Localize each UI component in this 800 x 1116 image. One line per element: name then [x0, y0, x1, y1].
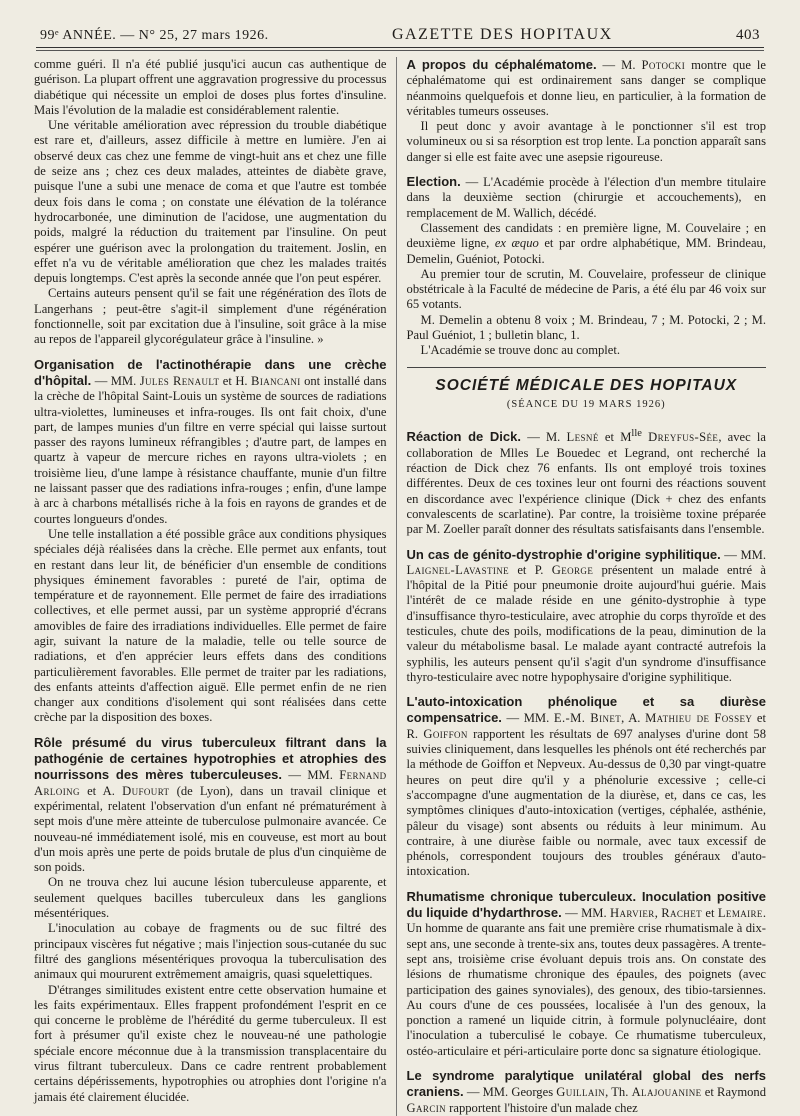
section-divider: [407, 367, 766, 368]
author-name: Rachet: [661, 906, 703, 921]
paragraph: L'inoculation au cobaye de fragments ou de suc filtré des principaux viscères fut négative ; mais l'injection sous-cutanée du suc filtré des ganglions mésentériques provoqua la tuberculisation des animaux qui moururent extrêmement amaigris, quasi squelettiques.: [34, 921, 387, 982]
paragraph: M. Demelin a obtenu 8 voix ; M. Brindeau, 7 ; M. Potocki, 2 ; M. Paul Guéniot, 1 ; bulletin blanc, 1.: [406, 312, 766, 343]
article-heading: Election.: [406, 174, 461, 190]
paragraph: Au premier tour de scrutin, M. Couvelaire, professeur de clinique obstétricale à la Faculté de médecine de Paris, a été élu par 46 voix sur 65 votants.: [406, 266, 766, 312]
article-heading: L'auto-intoxication phénolique et sa diurèse compensatrice.: [406, 694, 766, 726]
paragraph: On ne trouva chez lui aucune lésion tuberculeuse apparente, et seulement quelques bacilles tuberculeux dans les ganglions mésentériques.: [34, 875, 387, 921]
author-name: Alajouanine: [631, 1085, 702, 1100]
article-dick: Réaction de Dick. — M. Lesné et $M^{lle}$ Dreyfus-Sée, avec la collaboration de Mlles Le Bouedec et Legrand, ont recherché la réaction de Dick chez 76 enfants. Ils ont employé trois toxines différentes. Deux de ces toxines leur ont fourni des réactions souvent en discordance avec l'expérience clinique (Dick + chez des enfants convalescents de scarlatine). Par contre, la troisième toxine préparée par M. Zoeller paraît donner des résultats satisfaisants dans l'ensemble.: [406, 428, 766, 537]
issue-line: 99ᵉ ANNÉE. — N° 25, 27 mars 1926.: [40, 28, 269, 43]
paragraph: Certains auteurs pensent qu'il se fait une régénération des îlots de Langerhans ; peut-être s'agit-il simplement d'une régénération fonctionnelle, soit par excitation due à l'insuline, soit grâce à la mise au repos de l'appareil glycorégulateur grâce à l'insuline. »: [34, 286, 387, 347]
paragraph: Classement des candidats : en première ligne, M. Couvelaire ; en deuxième ligne, ex æquo et par ordre alphabétique, MM. Brindeau, Demelin, Guéniot, Potocki.: [406, 220, 766, 266]
paragraph: comme guéri. Il n'a été publié jusqu'ici aucun cas authentique de guérison. La plupart offrent une aggravation progressive du processus diabétique qui nécessite un emploi de doses plus fortes d'insuline. Mais l'évolution de la maladie est considérablement ralentie.: [34, 57, 387, 117]
columns: [34, 57, 766, 1116]
article-heading: A propos du céphalématome.: [406, 57, 597, 72]
article-election: Election. — L'Académie procède à l'élection d'un membre titulaire dans la deuxième section (chirurgie et accouchements), en remplacement de M. Wallich, décédé.: [406, 174, 766, 220]
author-name: Lemaire: [717, 906, 763, 921]
author-name: Garcin: [406, 1100, 447, 1115]
page-header: [34, 26, 766, 47]
paragraph: Une telle installation a été possible grâce aux conditions physiques spéciales déjà réalisées dans la crèche. Elle permet aux enfants, tout en restant dans leur lit, de bénéficier d'un ensemble de conditions physiques éminement favorables : pureté de l'air, optima de température et de rayonnement. Elle permet de faire des irradiations collectives, et elle permet aussi, par un système approprié d'écrans amovibles de faire des irradiations individuelles. Elle permet de faire agir, suivant la nature de la maladie, telle ou telle source de radiations, et d'en apprécier leurs effets dans des conditions particulièrement favorables. Elle permet de traiter par les radiations, des enfants atteints d'affection aiguë. Elle permet enfin de ne rien changer aux conditions d'isolement qui sont réalisées dans cette crèche par la disposition des boxes.: [34, 526, 387, 725]
author-name: Potocki: [641, 58, 686, 72]
author-name: Dufourt: [122, 783, 170, 798]
right-column: [396, 57, 766, 1116]
article-actinotherapie: Organisation de l'actinothérapie dans une crèche d'hôpital. — MM. Jules Renault et H. Biancani ont installé dans la crèche de l'hôpital Saint-Louis un système de sources de radiations ultra-violettes, lumineuses et infra-rouges. Ils ont fait choix, d'une part, de lampes munies d'un filtre en verre spécial qui laisse surtout passer des rayons lumineux réfrangibles ; d'autre part, de lampes en quartz à vapeur de mercure riches en rayons ultra-violets ; en troisième lieu, d'une lampe à résistance chauffante, munie d'un filtre ne laissant passer que des radiations infra-rouges ; enfin, d'une lampe à arc à charbons métallisés riche à la fois en rayons de grandes et de courtes longueurs d'ondes.: [34, 356, 387, 526]
article-heading: Rôle présumé du virus tuberculeux filtrant dans la pathogénie de certaines hypotrophies et atrophies des nourrissons des mères tuberculeuses.: [34, 734, 387, 783]
paragraph: L'Académie se trouve donc au complet.: [420, 343, 621, 358]
paragraph: D'étranges similitudes existent entre cette observation humaine et les faits expérimentaux. Elles frappent profondément l'esprit en ce qui concerne le problème de l'hérédité du germe tuberculeux. Il est fort à présumer qu'il existe chez le nouveau-né une pathologie spéciale encore méconnue due à la transmission transplacentaire du virus filtrant tuberculeux. Dans ce cadre rentrent probablement certains dépérissements, hypotrophies ou atrophies dont l'origine n'a jamais été clairement élucidée.: [34, 982, 387, 1104]
author-name: Harvier: [610, 906, 655, 921]
author-name: Guillain: [556, 1085, 606, 1100]
left-column: [34, 57, 396, 1116]
author-name: Lesné: [566, 430, 599, 445]
author-name: Mathieu de Fossey: [645, 711, 753, 726]
article-heading: Un cas de génito-dystrophie d'origine syphilitique.: [406, 546, 721, 562]
author-name: Biancani: [251, 373, 301, 388]
article-genito-dystrophie: Un cas de génito-dystrophie d'origine syphilitique. — MM. Laignel-Lavastine et P. George présentent un malade entré à l'hôpital de la Pitié pour pneumonie droite aujourd'hui guérie. Mais l'intérêt de ce malade réside en une génito-dystrophie à type d'insuffisance thyro-testiculaire, avec atrophie du corps thyroïde et des testicules, chute des poils, modifications de la peau, diminution de la valeur du métabolisme basal. Le malade ayant contracté autrefois la syphilis, les auteurs pensent qu'il s'agit d'un syndrome d'insuffisance thyro-testiculaire avec notre hypophysaire d'origine syphilitique.: [406, 546, 766, 684]
author-name: Goiffon: [423, 726, 468, 741]
article-heading: Le syndrome paralytique unilatéral global des nerfs craniens.: [406, 1068, 766, 1100]
header-rule: [36, 47, 764, 51]
article-syndrome-paralytique: Le syndrome paralytique unilatéral global des nerfs craniens. — MM. Georges Guillain, Th. Alajouanine et Raymond Garcin rapportent l'histoire d'un malade chez: [406, 1068, 767, 1115]
author-name: E.-M. Binet: [553, 711, 622, 726]
author-name: George: [551, 562, 594, 577]
session-date: (SÉANCE DU 19 MARS 1926): [506, 398, 666, 410]
article-virus-tuberculeux: Rôle présumé du virus tuberculeux filtrant dans la pathogénie de certaines hypotrophies et atrophies des nourrissons des mères tuberculeuses. — MM. Fernand Arloing et A. Dufourt (de Lyon), dans un travail clinique et expérimental, relatent l'observation d'un enfant né prématurément à sept mois d'une mère atteinte de tuberculose pulmonaire avancée. Ce nouveau-né immédiatement isolé, mis en couveuse, est mort au bout d'un mois après une perte de poids brutale de plus d'un cinquième de son poids.: [34, 734, 387, 875]
page-number: 403: [735, 27, 760, 43]
journal-title: GAZETTE DES HOPITAUX: [391, 26, 613, 43]
author-name: Dreyfus-Sée: [648, 430, 719, 445]
society-section-title: SOCIÉTÉ MÉDICALE DES HOPITAUX: [435, 376, 738, 394]
article-heading: Rhumatisme chronique tuberculeux. Inoculation positive du liquide d'hydarthrose.: [406, 888, 766, 921]
author-name: Laignel-Lavastine: [406, 562, 510, 577]
author-name: Fernand Arloing: [34, 768, 387, 798]
article-cephalematome: A propos du céphalématome. — M. Potocki montre que le céphalématome qui est ordinairement sans danger se complique néanmoins quelquefois et donne lieu, en particulier, à la formation de véritables tumeurs osseuses.: [406, 57, 766, 118]
article-heading: Organisation de l'actinothérapie dans une crèche d'hôpital.: [34, 356, 387, 388]
article-rhumatisme: Rhumatisme chronique tuberculeux. Inoculation positive du liquide d'hydarthrose. — MM. Harvier, Rachet et Lemaire. Un homme de quarante ans fait une première crise rhumatismale à dix-sept ans, une seconde à trente-six ans, toutes deux passagères. A trente-sept ans, troisième crise évoluant depuis trois ans. On constate des lésions de rhumatisme chronique des épaules, des poignets (avec participation des gaines synoviales), des genoux, des tibio-tarsiennes. Au cours d'une de ces poussées, localisée à l'un des genoux, la ponction a ramené un liquide citrin, à formule polynucléaire, dont l'inoculation a tuberculisé le cobaye. Ce rhumatisme tuberculeux, ostéo-articulaire et péri-articulaire porte donc sa signature étiologique.: [406, 888, 766, 1058]
author-name: Jules Renault: [139, 373, 220, 388]
article-auto-intoxication: L'auto-intoxication phénolique et sa diurèse compensatrice. — MM. E.-M. Binet, A. Mathieu de Fossey et R. Goiffon rapportent les résultats de 697 analyses d'urine dont 58 suivies cliniquement, dans lesquelles les phénols ont été recherchés par la méthode de Goiffon et Nepveux. Au-dessus de 0,30 par vingt-quatre heures on peut dire qu'il y a phénolurie excessive ; celle-ci s'accompagne d'une augmentation de la diurèse, et, dans ce cas, les symptômes cliniques d'auto-intoxication (vertiges, céphalée, asthénie, pâleur du visage) sont absents ou réduits à leur minimum. Au contraire, à une diurèse faible ou normale, avec taux excessif de phénols, correspondent toujours des troubles généraux d'auto-intoxication.: [406, 694, 766, 879]
article-heading: Réaction de Dick.: [406, 429, 521, 445]
paragraph: Une véritable amélioration avec répression du trouble diabétique est rare et, d'ailleurs, assez difficile à mettre en lumière. J'en ai observé deux cas chez une femme de vingt-huit ans et chez une fille de seize ans ; chez ces deux malades, atteintes de diabète grave, puisque l'une a subi une menace de coma et que l'autre est tombée deux fois dans le coma ; on constate une élévation de la tolérance hydrocarbonée, une diminution de l'acidose, une augmentation du poids, malgré la réduction du traitement par l'insuline. On peut espérer une guérison avec la prolongation du traitement. Joslin, en effet n'a vu de véritable amélioration que chez les malades traités depuis longtemps. C'est après la seconde année que l'on peut espérer.: [34, 118, 387, 286]
paragraph: Il peut donc y avoir avantage à le ponctionner s'il est trop volumineux ou si sa résorption est trop lente. La ponction apparaît sans danger si elle est faite avec une asepsie rigoureuse.: [406, 119, 766, 164]
